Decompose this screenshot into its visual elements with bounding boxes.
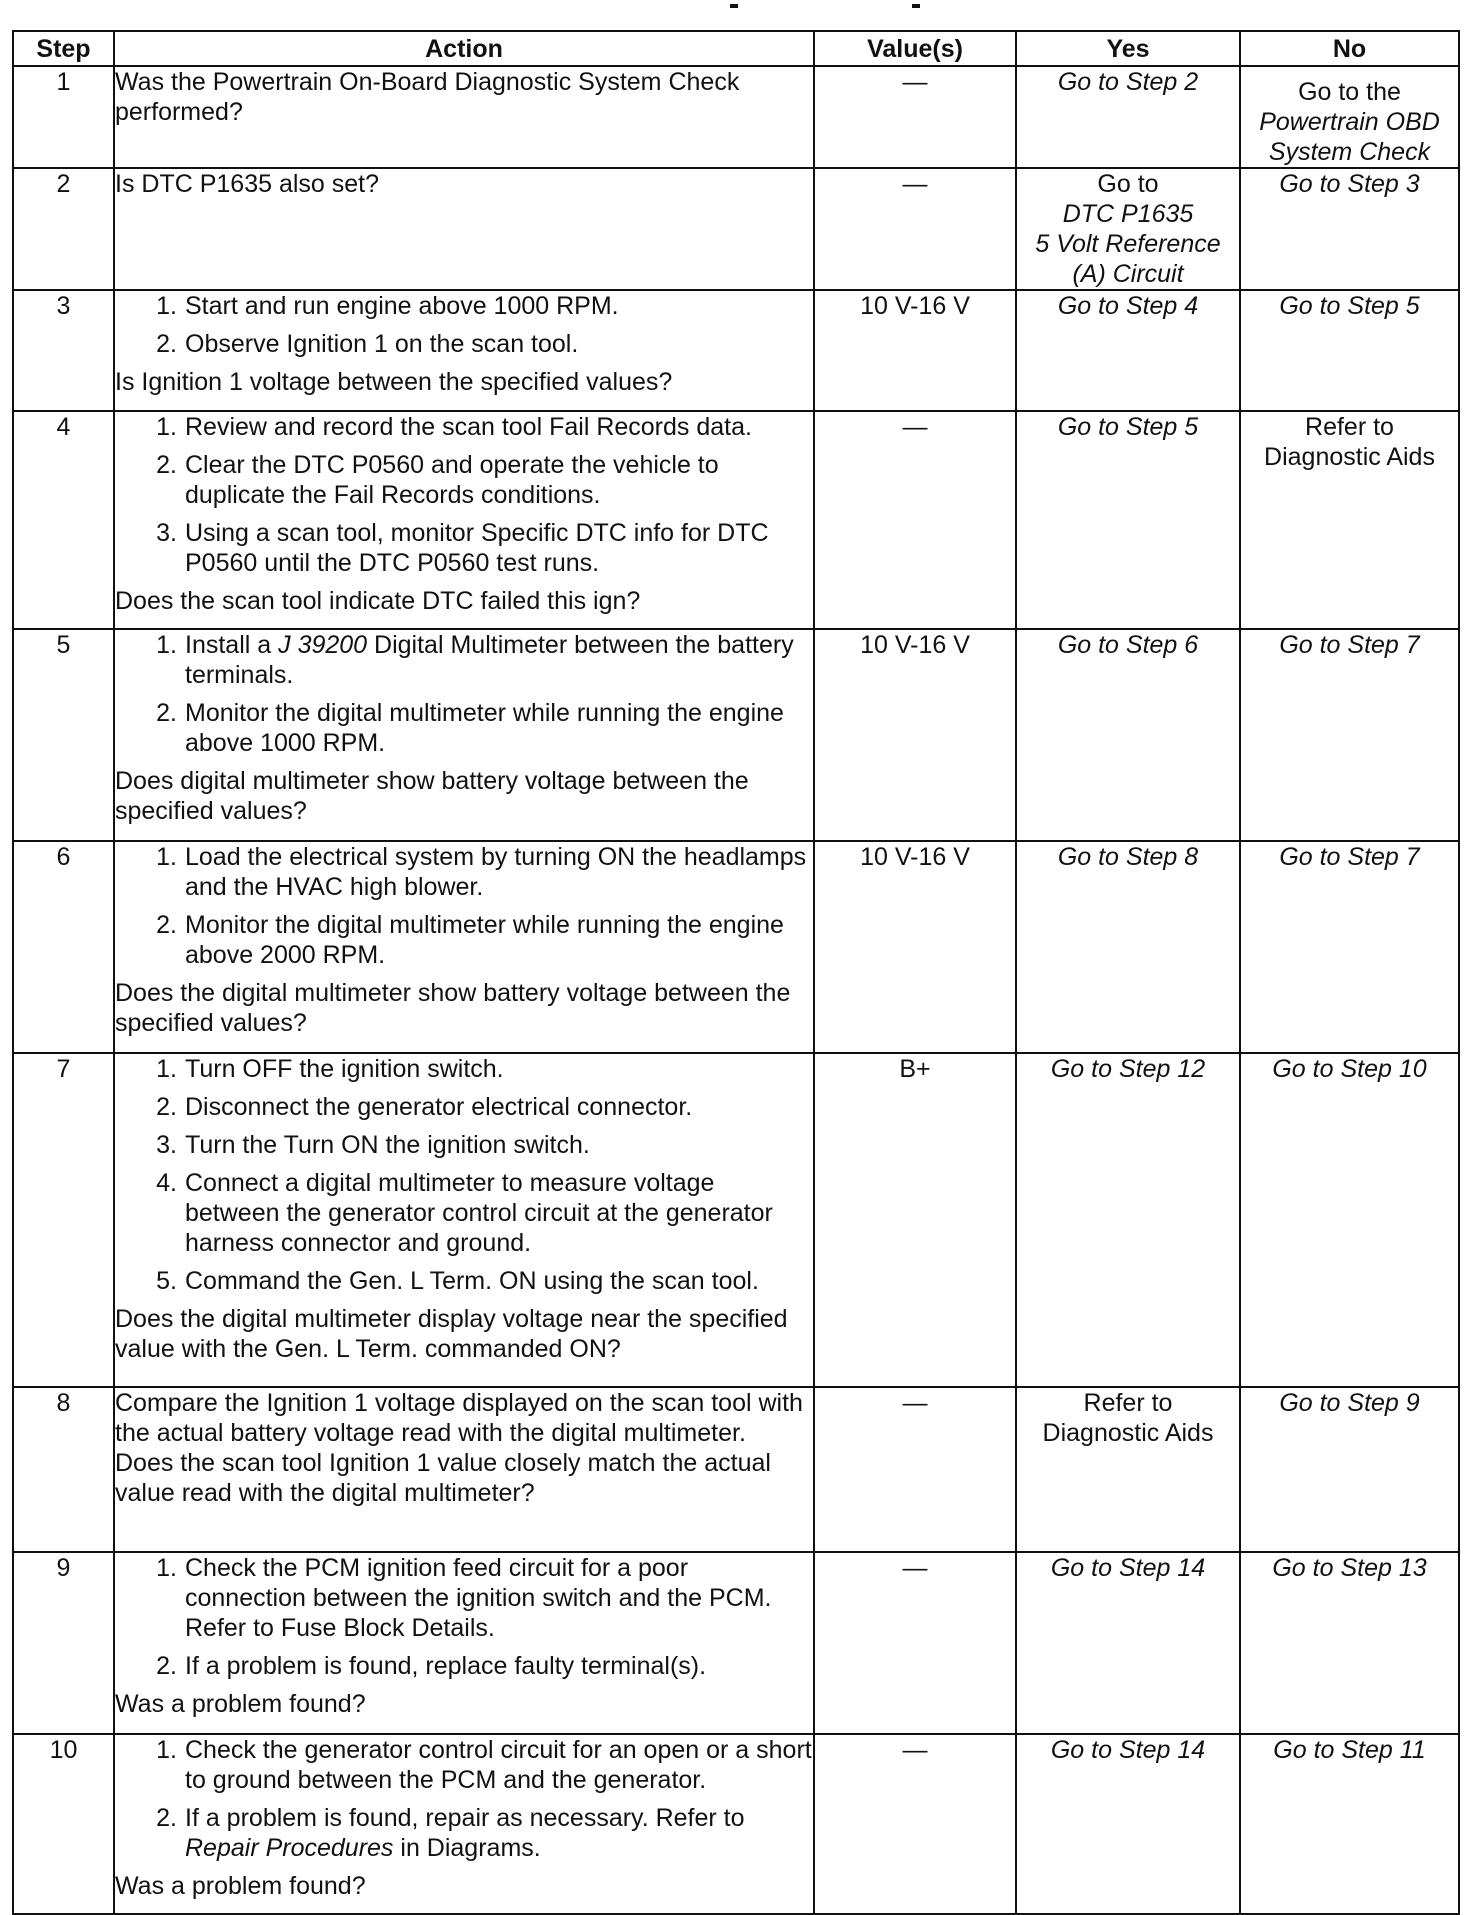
list-item: 2. Clear the DTC P0560 and operate the vehicle to duplicate the Fail Records conditions.	[156, 451, 719, 509]
no-line: Diagnostic Aids	[1264, 443, 1435, 471]
dtc-reference: DTC P1635	[1062, 200, 1194, 228]
no-cell	[1240, 66, 1459, 168]
header-values: Value(s)	[814, 31, 1016, 66]
question-text: Does digital multimeter show battery voltage between the specified values?	[115, 767, 749, 825]
table-row	[13, 66, 1459, 168]
table-row	[13, 1053, 1459, 1387]
header-step: Step	[13, 31, 114, 66]
no-cell	[1240, 411, 1459, 629]
no-line: Powertrain OBD	[1259, 108, 1440, 136]
step-list	[115, 1735, 813, 1863]
value-cell: —	[814, 1387, 1016, 1552]
action-cell	[114, 1552, 814, 1734]
list-item-text: Start and run engine above 1000 RPM.	[185, 292, 619, 320]
scan-mark	[912, 4, 920, 8]
action-cell	[114, 66, 814, 168]
step-number: 8	[13, 1387, 114, 1552]
list-item-text: Check the generator control circuit for an open or a short to ground between the PCM and the generator.	[185, 1736, 812, 1794]
no-line: System Check	[1268, 138, 1431, 166]
list-item-text: Review and record the scan tool Fail Records data.	[185, 413, 752, 441]
no-cell: Go to Step 10	[1240, 1053, 1459, 1387]
action-cell	[114, 168, 814, 290]
list-item-text: Disconnect the generator electrical connector.	[185, 1093, 693, 1121]
list-item: 2. If a problem is found, replace faulty terminal(s).	[156, 1652, 707, 1680]
yes-line: 5 Volt Reference	[1035, 230, 1221, 258]
list-item: 5. Command the Gen. L Term. ON using the scan tool.	[156, 1267, 759, 1295]
value-cell: —	[814, 66, 1016, 168]
no-cell: Go to Step 5	[1240, 290, 1459, 411]
list-item-text: If a problem is found, repair as necessary. Refer to	[185, 1804, 745, 1832]
action-cell	[114, 841, 814, 1053]
no-cell: Go to Step 11	[1240, 1734, 1459, 1914]
value-cell: —	[814, 411, 1016, 629]
action-cell	[114, 1387, 814, 1552]
list-item-text: If a problem is found, replace faulty terminal(s).	[185, 1652, 707, 1680]
value-cell: 10 V-16 V	[814, 841, 1016, 1053]
list-item: 1. Turn OFF the ignition switch.	[156, 1055, 504, 1083]
yes-line: Refer to	[1083, 1389, 1173, 1417]
question-text: Is DTC P1635 also set?	[115, 170, 380, 198]
step-list	[115, 630, 813, 758]
value-cell: —	[814, 1734, 1016, 1914]
question-text: Does the scan tool indicate DTC failed this ign?	[115, 587, 641, 615]
list-item-text: Digital Multimeter between the battery terminals.	[185, 631, 794, 689]
no-line: Refer to	[1305, 413, 1394, 441]
no-cell: Go to Step 3	[1240, 168, 1459, 290]
list-item-text: Command the Gen. L Term. ON using the scan tool.	[185, 1267, 759, 1295]
header-row	[13, 31, 1459, 66]
list-item: 1. Check the PCM ignition feed circuit for a poor connection between the ignition switch and the PCM. Refer to Fuse Block Details.	[156, 1554, 772, 1642]
step-number: 7	[13, 1053, 114, 1387]
list-item: 2. Monitor the digital multimeter while running the engine above 2000 RPM.	[156, 911, 784, 969]
step-list	[115, 291, 813, 359]
yes-cell: Go to Step 6	[1016, 629, 1240, 841]
yes-prefix: Go to	[1097, 170, 1159, 198]
table-row	[13, 629, 1459, 841]
table-row	[13, 1387, 1459, 1552]
action-cell	[114, 1734, 814, 1914]
question-text: Was the Powertrain On-Board Diagnostic System Check performed?	[115, 68, 740, 126]
list-item-text: Connect a digital multimeter to measure voltage between the generator control circuit at the generator harness connector and ground.	[185, 1169, 773, 1257]
list-item: 1. Install a J 39200 Digital Multimeter between the battery terminals.	[156, 631, 794, 689]
step-number: 2	[13, 168, 114, 290]
value-cell: —	[814, 168, 1016, 290]
no-cell: Go to Step 9	[1240, 1387, 1459, 1552]
action-cell	[114, 411, 814, 629]
list-item: 1. Check the generator control circuit for an open or a short to ground between the PCM and the generator.	[156, 1736, 812, 1794]
value-cell: 10 V-16 V	[814, 629, 1016, 841]
action-cell	[114, 1053, 814, 1387]
yes-cell: Go to Step 14	[1016, 1734, 1240, 1914]
list-item-text: Load the electrical system by turning ON the headlamps and the HVAC high blower.	[185, 843, 807, 901]
list-item-text: Check the PCM ignition feed circuit for a poor connection between the ignition switch and the PCM. Refer to Fuse Block Details.	[185, 1554, 772, 1642]
instruction-text: Compare the Ignition 1 voltage displayed on the scan tool with the actual battery voltage read with the digital multimeter.	[115, 1389, 803, 1447]
header-no: No	[1240, 31, 1459, 66]
step-list	[115, 1553, 813, 1681]
list-item: 2. Observe Ignition 1 on the scan tool.	[156, 330, 579, 358]
list-item: 3. Using a scan tool, monitor Specific DTC info for DTC P0560 until the DTC P0560 test runs.	[156, 519, 769, 577]
yes-cell: Go to Step 4	[1016, 290, 1240, 411]
list-item-text: Observe Ignition 1 on the scan tool.	[185, 330, 579, 358]
action-cell	[114, 629, 814, 841]
diagnostic-table	[12, 30, 1460, 1915]
yes-cell	[1016, 168, 1240, 290]
list-item-text: Monitor the digital multimeter while running the engine above 2000 RPM.	[185, 911, 784, 969]
no-cell: Go to Step 7	[1240, 841, 1459, 1053]
list-item-text: Clear the DTC P0560 and operate the vehicle to duplicate the Fail Records conditions.	[185, 451, 719, 509]
list-item: 1. Review and record the scan tool Fail Records data.	[156, 413, 752, 441]
scan-mark	[730, 4, 738, 8]
list-item: 2. If a problem is found, repair as necessary. Refer to Repair Procedures in Diagrams.	[156, 1804, 745, 1862]
yes-cell	[1016, 1387, 1240, 1552]
step-number: 10	[13, 1734, 114, 1914]
table-row	[13, 841, 1459, 1053]
step-list	[115, 842, 813, 970]
step-number: 9	[13, 1552, 114, 1734]
list-item-text: Using a scan tool, monitor Specific DTC info for DTC P0560 until the DTC P0560 test runs.	[185, 519, 769, 577]
yes-cell: Go to Step 12	[1016, 1053, 1240, 1387]
list-item-text: Monitor the digital multimeter while running the engine above 1000 RPM.	[185, 699, 784, 757]
list-item-text: Turn OFF the ignition switch.	[185, 1055, 504, 1083]
list-item-text: Turn the Turn ON the ignition switch.	[185, 1131, 590, 1159]
no-line: Go to the	[1298, 78, 1401, 106]
no-cell: Go to Step 7	[1240, 629, 1459, 841]
yes-cell: Go to Step 5	[1016, 411, 1240, 629]
yes-line: Diagnostic Aids	[1042, 1419, 1214, 1447]
yes-cell: Go to Step 8	[1016, 841, 1240, 1053]
list-item-text: Install a	[185, 631, 272, 659]
question-text: Does the digital multimeter display voltage near the specified value with the Gen. L Term. commanded ON?	[115, 1305, 788, 1363]
table-row	[13, 411, 1459, 629]
value-cell: 10 V-16 V	[814, 290, 1016, 411]
list-item: 1. Start and run engine above 1000 RPM.	[156, 292, 619, 320]
value-cell: B+	[814, 1053, 1016, 1387]
procedure-reference: Repair Procedures	[185, 1834, 394, 1862]
table-row	[13, 1734, 1459, 1914]
question-text: Was a problem found?	[115, 1690, 366, 1718]
question-text: Was a problem found?	[115, 1872, 366, 1900]
list-item-text: in Diagrams.	[400, 1834, 541, 1862]
step-number: 6	[13, 841, 114, 1053]
header-yes: Yes	[1016, 31, 1240, 66]
question-text: Does the scan tool Ignition 1 value closely match the actual value read with the digital multimeter?	[115, 1449, 771, 1507]
step-number: 4	[13, 411, 114, 629]
question-text: Is Ignition 1 voltage between the specified values?	[115, 368, 673, 396]
action-cell	[114, 290, 814, 411]
question-text: Does the digital multimeter show battery voltage between the specified values?	[115, 979, 791, 1037]
list-item: 1. Load the electrical system by turning ON the headlamps and the HVAC high blower.	[156, 843, 807, 901]
step-list	[115, 1054, 813, 1296]
yes-line	[1017, 169, 1239, 229]
no-cell: Go to Step 13	[1240, 1552, 1459, 1734]
value-cell: —	[814, 1552, 1016, 1734]
yes-cell: Go to Step 2	[1016, 66, 1240, 168]
tool-reference: J 39200	[278, 631, 368, 659]
step-number: 1	[13, 66, 114, 168]
table-row	[13, 168, 1459, 290]
yes-cell: Go to Step 14	[1016, 1552, 1240, 1734]
header-action: Action	[114, 31, 814, 66]
yes-line: (A) Circuit	[1072, 260, 1184, 288]
list-item: 2. Monitor the digital multimeter while running the engine above 1000 RPM.	[156, 699, 784, 757]
table-row	[13, 1552, 1459, 1734]
table-row	[13, 290, 1459, 411]
top-scan-marks	[0, 2, 1472, 14]
step-number: 5	[13, 629, 114, 841]
step-list	[115, 412, 813, 578]
list-item: 4. Connect a digital multimeter to measure voltage between the generator control circuit at the generator harness connector and ground.	[156, 1169, 773, 1257]
step-number: 3	[13, 290, 114, 411]
list-item: 3. Turn the Turn ON the ignition switch.	[156, 1131, 590, 1159]
list-item: 2. Disconnect the generator electrical connector.	[156, 1093, 693, 1121]
